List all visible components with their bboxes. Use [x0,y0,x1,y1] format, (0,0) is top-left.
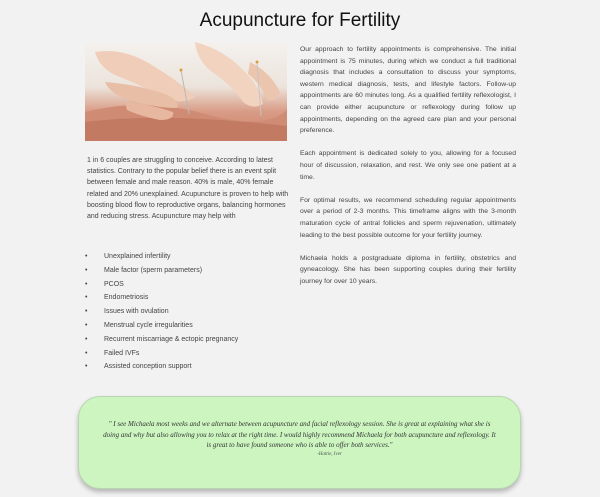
page-title: Acupuncture for Fertility [199,10,401,31]
bullet-icon: • [85,363,88,371]
list-item: • Menstrual cycle irregularities [85,319,295,333]
hands-with-needles-image [85,42,287,141]
bullet-icon: • [85,294,88,302]
bullet-icon: • [85,253,88,260]
list-item: • Recurrent miscarriage & ectopic pregnancy [85,333,295,347]
appointment-details [300,44,516,299]
bullet-icon: • [85,335,88,343]
testimonial-quote: " I see Michaela most weeks and we alternate between acupuncture and facial reflexology session. She is great at explaining what she is doing and why but also allowing you to relax at the right time. I would highly recommend Michaela for both acupuncture and reflexology. It is great to have found someone who is able to offer both services." [103,420,496,449]
list-item: • Assisted conception support [85,360,295,374]
details-paragraph-approach: Our approach to fertility appointments is comprehensive. The initial appointment is 75 minutes, during which we conduct a full traditional diagnosis that includes a consultation to discuss your symptoms, western medical diagnosis, tests, and lifestyle factors. Follow-up appointments are 60 minutes long. As a qualified fertility reflexologist, I can provide either acupuncture or reflexology during follow up appointments, depending on the agreed care plan and your personal preference. [300,46,516,135]
conditions-list [85,250,295,374]
list-item: • Endometriosis [85,291,295,305]
list-item: • Unexplained infertility [85,250,295,264]
bullet-icon: • [85,308,88,316]
bullet-icon: • [85,349,88,357]
list-item: • Issues with ovulation [85,305,295,319]
details-paragraph-schedule: For optimal results, we recommend scheduling regular appointments over a period of 2-3 months. This timeframe aligns with the 3-month maturation cycle of antral follicles and sperm rejuvenation, ultimately leading to the best possible outcome for your fertility journey. [300,196,516,239]
intro-paragraph: 1 in 6 couples are struggling to conceive. According to latest statistics. Contrary to the popular belief there is an event split between female and male reason. 40% is male, 40% female related and 20% unexplained. Acupuncture is proven to help with boosting blood flow to reproductive organs, balancing hormones and reducing stress. Acupuncture may help with [87,157,289,221]
bullet-icon: • [85,280,88,288]
details-paragraph-dedicated: Each appointment is dedicated solely to you, allowing for a focused hour of discussion, relaxation, and rest. We only see one patient at a time. [300,150,516,181]
list-item: • Failed IVFs [85,347,295,361]
acupuncture-photo [85,42,287,141]
bullet-icon: • [85,266,88,274]
list-item: • Male factor (sperm parameters) [85,264,295,278]
bullet-icon: • [85,321,88,329]
details-paragraph-qualifications: Michaela holds a postgraduate diploma in fertility, obstetrics and gyneacology. She has been supporting couples during their fertility journey for over 10 years. [300,254,516,285]
testimonial-card [78,396,521,489]
list-item: • PCOS [85,278,295,292]
testimonial-author: -Hattie, Iver [317,451,342,457]
